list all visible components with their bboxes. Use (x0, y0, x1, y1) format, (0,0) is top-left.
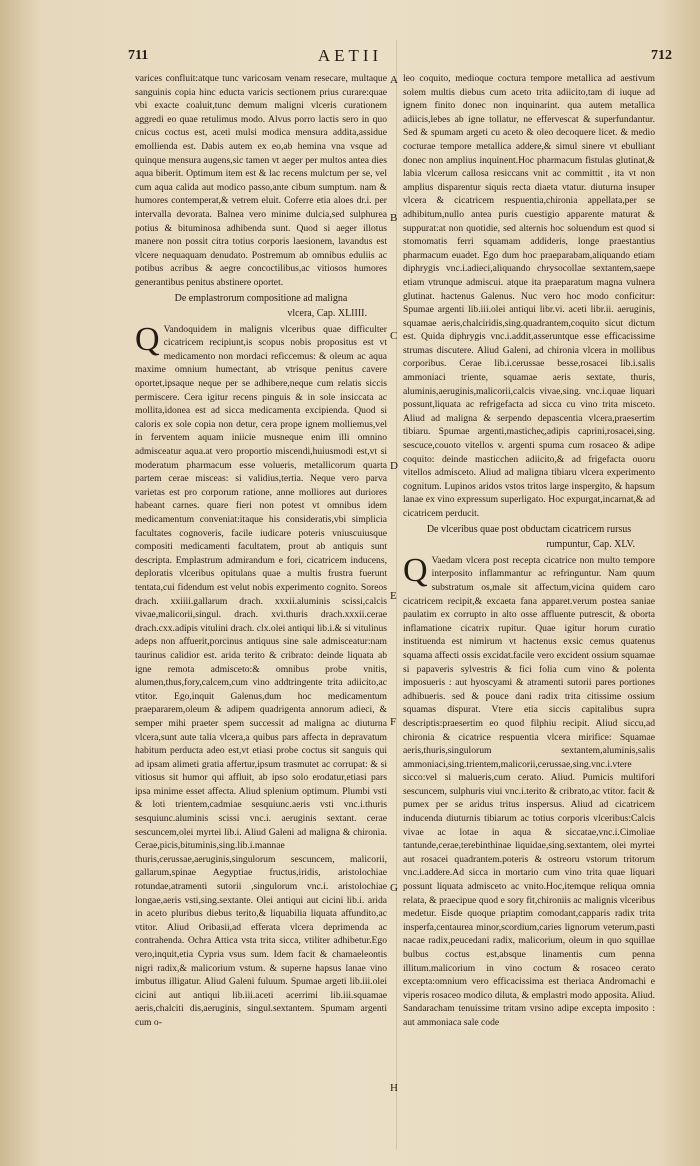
chapter-subheading-44: vlcera, Cap. XLIIII. (287, 308, 367, 320)
page-header (0, 48, 700, 70)
left-column (135, 72, 387, 1150)
folio-left: 711 (128, 48, 149, 63)
margin-letters (388, 72, 402, 1150)
drop-initial: Q (135, 320, 160, 358)
right-paragraph-1: leo coquito, medioque coctura tempore metallica ad aestivum solem multis diebus cum aceto trita adiicito,tam di iuque ad ignem finito donec non inquinarint. qua autem metallica adiicis,lebes ab igne tollatur, ne effervescat & superfundantur. Sed & spumam argeti cu aceto & oleo decoquere licet. & medio cocturae tempore metallica addere,& simul sinere vt ebulliant donec non amplius inquinent.Hoc pharmacum fistulas glutinat,& labia vlcerum callosa resiccans vnit ac committit , ita vt non amplius disparentur siquis recta diaeta vtatur. diuturna insuper vlcera & cicatricem respuentia,chironia appellata,per se adhibitum,nullo antea puris cuestigio apparente maturat & suppurat:at non quotidie, sed alternis hoc soluendum est quod si stomomatis ferri squamam addideris, longe praestantius pharmacum euadet. Ego dum hoc praeparabam,aliquando etiam diphrygis vnc.i.adieci,aliquando chrysocollae sextantem,saepe etiam vtrunque admiscui. atque ita praeparatum magna vulnera glutinat. hactenus Galenus. Nuc vero hoc modo conficitur: Spumae argenti lib.iii.olei antiqui libr.vi. aceti libr.ii. aeruginis, squamae aeris,chalciridis,sing.quadrantem,coquito sicut dictum est. Quida diphrygis vnc.i.addit,asseruntque esse efficacissime strumas discutere. Aliud Galeni, ad chironia vlcera in mollibus corporibus. Cerae lib.i.cerussae besse,rosacei lib.i.salis ammoniaci triente, squamae aeris sextate, thuris, aluminis,aeruginis,malicorii,calcis vivae,sing. vnc.i.quae liquari possunt,liquata ac refrigefacta ad sicca cu vino trita misceto. Aliud ad maligna & serpendo depascentia vlcera,praesertim tibiaru. Spumae argenti,masticheς,adipis caprini,rosacei,sing. sescuce,couoto vitellos v. argenti spuma cum rosaceo & adipe coquito: deinde masticchen adiicito,& ad frigefacta ouoru vitellos admisceto. Aliud ad maligna tibiaru vlcera experimento cognitum. Lupinos aridos vstos tritos large inspergito, & hapsum lanae ex vino expressum superligato. Hoc expurgat,incarnat,& ad cicatricem perducit. (403, 73, 655, 519)
left-paragraph-1: varices confluit:atque tunc varicosam venam resecare, multaque sanguinis copia hinc educta varicis sectionem prius curare:quae vbi exacte coaluit,tunc demum maligni vlceris curationem aggredi eo quae retulimus modo. Alvus porro lactis sero in quo cnicus coctus est, aceti mulsi modica mensura addita,assidue emollienda est. Dabis autem ex eo,ab hemina vna vsque ad quinque mensura augens,sic tamen vt aeger per multos antea dies aqua biberit. Optimum item est & lac recens mulctum per se, vel cum aqua calida aut modico passo,ante cibum sumptum. nam & humores contemperat,& vetrem eluit. Coferre etia aloes dr.i. per intervalla devorata. Balnea vero minime dulcia,sed sulphurea potius & bituminosa adhibenda sunt. Quod si aeger illotus manere non possit citra totius corporis laesionem, lavandus est vlcere nequaquam denudato. Postremum ab omnibus eduliis ac potibus acribus & aegre concoctilibus,ac vitiosos humores generantibus penitus abstinere oportet. (135, 73, 387, 288)
folio-right: 712 (651, 48, 672, 63)
margin-letter-g: G (390, 882, 398, 894)
left-paragraph-2: Vandoquidem in malignis vlceribus quae difficulter cicatricem recipiunt,is scopus nobis propositus est vt medicamento non mordaci reficcemus: & oleum ac aqua maxime omnium humectant, ab vtrisque penitus cavere oportet,ipsaque neque per se adhibere,neque cum relatis siccis permiscere. Cera igitur recens pinguis & in sole insiccata ac mollita,idonea est ad sicca medicamenta excipienda. Quod si caloris ex sole copia non detur, cera prope ignem molliemus,vel in ferventem aquam iniicie musneque enim illi omnino admisceatur aqua.at vero proportio miscendi,huiusmodi est,vt si moderatum pharmacum esse volueris, metallicorum quarta partem cerae misceas: si validius,tertia. Neque vero parva varietas est pro corporum ratione, anne molliores aut duriores habeant carnes. quare fieri non potest vt omnibus idem medicamentum conveniat:itaque his consideratis,vbi simplicia facultates cognoveris, facile iudicare poteris vniuscuiusque compositi medicamenti facultatem, prout ab antiquis sunt descripta. Emplastrum admirandum e fori, cicatricem inducens, deploratis vlceribus opitulans quae a multis frustra fuerunt tentata,cui fidendum est velut nobis experimento cognito. Soreos drach. xxiiii.gallarum drach. xxxii.aluminis scissi,calcis vivae,malicorii,singul. drach. xvi.thuris drach.xxxii.cerae drach.cxx.adipis vitulini drach. clx.olei antiqui lib.i.& si vitulinus adeps non affuerit,porcinus antiquus sine sale admisceatur:nam taurinus calidior est. arida terito & cribrato: deinde liquata ab igne remota admisceto:& omnibus probe vnitis, alumen,thus,fory,calcem,cum vino addtringente trita adiicito,ac vtitor. Ego,inquit Galenus,dum hoc medicamentum praepararem,oleum & adipem quadrigenta annorum adieci, & semper mihi praeter spem successit ad maligna ac diuturna vlcera,sunt aute talia vlcera,a quibus pars affecta in depravatum habitum perducta adeo est,vt etiasi probe coctus sit sanguis qui ad ipsam alimeti gratia affertur,ipsum trasmutet ac corrupat: & si vitiosus sit humor qui affluit, ab ipso solo erodatur,etiasi pars ipsa minime esset affecta. Aliud splenium optimum. Plumbi vsti & loti trientem,cadmiae sesquiunc.aeris vsti vnc.i.thuris sesquiunc.aluminis scissi vnc.i. aeruginis sextant. cerae sescuncem,olei myrtei lib.i. Aliud Galeni ad maligna & chironia. Cerae,picis,bituminis,sing.lib.i.mannae thuris,cerussae,aeruginis,singulorum sescuncem, malicorii, gallarum,spinae Aegyptiae fructus,iridis, aristolochiae rotundae,atramenti sutorii ,singulorum vnc.i. aristolochiae longae,aeris vsti,sing.sextante. Olei antiqui aut cicini lib.i. arida in aceto pluribus diebus terito,& liquabilia liquata affundito,ac vtitor. Aliud Oribasii,ad efferata vlcera deprimenda ac contrahenda. Ochra Attica vsta trita sicca, vtiliter adhibetur.Ego vero,inquit,etia Cypria vsus sum. Idem facit & chamaeleontis nigri radix,& malicorium vstum. & superne hapsus lanae vino imbutus illigatur. Aliud Galeni fuluum. Spumae argeti lib.iii.olei cicini aut antiqui lib.iii.aceti acerrimi lib.iii.squamae aeris,chalciti dis,aeruginis, singul.sextantem. Spumam argenti cum o- (135, 323, 387, 1028)
chapter-subheading-45: rumpuntur, Cap. XLV. (546, 539, 635, 551)
running-title: AETII (317, 46, 383, 65)
margin-letter-d: D (390, 460, 398, 472)
margin-letter-e: E (390, 590, 397, 602)
drop-initial: Q (403, 551, 428, 589)
chapter-heading-45: De vlceribus quae post obductam cicatricem rursus (426, 523, 632, 535)
margin-letter-a: A (390, 74, 398, 86)
margin-letter-h: H (390, 1082, 398, 1094)
chapter-heading-44: De emplastrorum compositione ad maligna (174, 292, 348, 304)
right-column (403, 72, 655, 1150)
margin-letter-f: F (390, 716, 397, 728)
right-paragraph-2: Vaedam vlcera post recepta cicatrice non multo tempore interposito inflammantur ac refringuntur. Nam quum substratum os,male sit affectum,vicina quidem caro cicatricem recipit,& excaeta fana apparet.verum postea saniae paulatim ex corrupto in alto osse affluente putrescit, & oborta inflamatione cicatrix rupitur. Quae igitur horum curatio instituenda est nimirum vt hactenus exsic cemus quatenus squama affecti ossis excidat.facile vero excident ossium squamae si papaveris sylvestris & fici folia cum vino & polenta imposueris : aut hyoscyami & atramenti sutorii pares portiones adhibueris. sed & pouce dani radix trita citissime ossium squamas dispurat. Vtere etia siccis capitalibus supra descriptis:praesertim eo quod filphiu recipit. Aliud siccu,ad chironia & cicatrice respuentia vlcera mirifice: Squamae aeris,thuris,singulorum sextantem,aluminis,salis ammoniaci,sing.trientem,malicorii,cerussae,sing.vnc.i.vtere sicco:vel si malueris,cum cerato. Aliud. Pumicis multifori sescuncem, sulphuris viui vnc.i.terito & cribrato,ac vtitor. facit & pumex per se aridus tritus inspersus. Aliud ad cicatricem inducenda diuturnis tibiarum ac totius corporis vlceribus:Calcis vivae ac lotae in aqua & siccatae,vnc.i.Cimoliae tantunde,cerae,terebinthinae liquidae,sing.sextantem, olei myrtei aut rosacei quadrantem.poteris & ostreoru vstorum tritorum vnc.i.addere.Ad sicca in mortario cum vino trita quae liquari possunt liquata admisceto ac vnito.Hoc,itemque reliqua omnia relata, & praecipue quod e sory fit,chironiis ac malignis vlceribus medetur. Eisde quoque priaptim comodant,capparis radix trita insperfa,centaurea minor,scordium,caries lignorum veterum,pasti nacae radix,peucedani radix, malicorium, oleum in quo squillae bulbus coctus est,absque linamentis cum penna illitum.malicorium in vino coctum & rosaceo cerato excepta:omnium vero efficacissima est theriaca Andromachi e viperis rosaceo modico diluta, & emplastri modo apposita. Aliud. Sandaracham tenuissime tritam vrsino adipe excepta imposito : aut ammoniaca sale code (403, 554, 655, 1028)
margin-letter-b: B (390, 212, 398, 224)
margin-letter-c: C (390, 330, 398, 342)
